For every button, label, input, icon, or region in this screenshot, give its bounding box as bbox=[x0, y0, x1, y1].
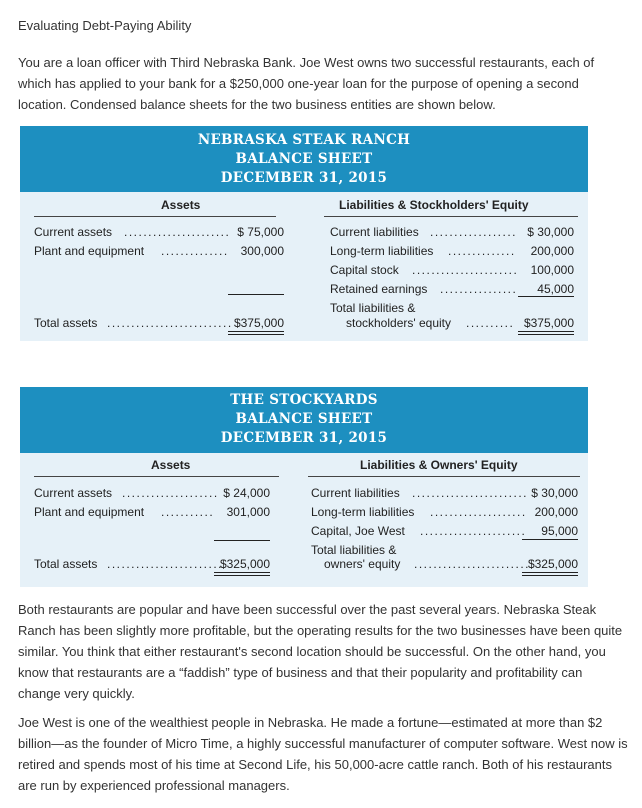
asset-value-plant: 300,000 bbox=[240, 244, 284, 258]
equity-label-capital: Capital, Joe West bbox=[311, 524, 405, 538]
liab-value-current: $ 30,000 bbox=[527, 225, 574, 239]
total-assets-value: $375,000 bbox=[233, 316, 284, 330]
intro-paragraph: You are a loan officer with Third Nebraska Bank. Joe West owns two successful restaurants, each of which has applied to your bank for a $250,000 one-year loan for the purpose of opening a second location. Condensed balance sheets for the two business entities are shown below. bbox=[18, 55, 595, 112]
sheet-title-type: BALANCE SHEET bbox=[235, 411, 373, 427]
liabilities-header-rule bbox=[308, 476, 580, 477]
liab-value-longterm: 200,000 bbox=[530, 244, 574, 258]
liabilities-header-rule bbox=[324, 216, 578, 217]
total-assets-value: $325,000 bbox=[219, 557, 270, 571]
asset-label-plant: Plant and equipment bbox=[34, 244, 145, 258]
sheet-title-type: BALANCE SHEET bbox=[235, 151, 373, 167]
asset-label-current: Current assets bbox=[34, 225, 113, 239]
total-liab-double-rule bbox=[522, 572, 578, 576]
total-liab-label-line1: Total liabilities & bbox=[330, 301, 416, 315]
equity-value-capital-stock: 100,000 bbox=[530, 263, 574, 277]
sheet-title-company: NEBRASKA STEAK RANCH bbox=[197, 132, 411, 148]
equity-label-retained-earnings: Retained earnings bbox=[330, 282, 428, 296]
total-assets-double-rule bbox=[214, 572, 270, 576]
asset-underline bbox=[228, 294, 284, 295]
asset-label-current: Current assets bbox=[34, 486, 113, 500]
paragraph-popularity: Both restaurants are popular and have been successful over the past several years. Nebraska Steak Ranch has been slightly more profitable, but the operating results for the two businesses have been quite similar. You think that either restaurant's second location should be successful. On the other hand, you know that restaurants are a “faddish” type of business and that their popularity and profitability can change very quickly. bbox=[18, 602, 623, 701]
asset-value-current: $ 24,000 bbox=[223, 486, 270, 500]
asset-value-plant: 301,000 bbox=[226, 505, 270, 519]
liab-value-longterm: 200,000 bbox=[534, 505, 578, 519]
leader-dots: .................... bbox=[122, 486, 219, 500]
leader-dots: ...................... bbox=[124, 225, 231, 239]
sheet-title-band bbox=[20, 387, 588, 453]
assets-header-rule bbox=[34, 216, 276, 217]
leader-dots: ........................ bbox=[107, 557, 224, 571]
total-liab-label-line1: Total liabilities & bbox=[311, 543, 397, 557]
sheet-title-company: THE STOCKYARDS bbox=[230, 392, 378, 408]
leader-dots: .......................... bbox=[107, 316, 233, 330]
liab-value-current: $ 30,000 bbox=[531, 486, 578, 500]
liab-label-current: Current liabilities bbox=[330, 225, 419, 239]
leader-dots: .............. bbox=[161, 244, 229, 258]
assets-header: Assets bbox=[161, 198, 201, 212]
equity-label-capital-stock: Capital stock bbox=[330, 263, 399, 277]
leader-dots: .............. bbox=[448, 244, 516, 258]
leader-dots: .................. bbox=[430, 225, 518, 239]
liab-label-current: Current liabilities bbox=[311, 486, 400, 500]
total-liab-value: $325,000 bbox=[527, 557, 578, 571]
equity-value-capital: 95,000 bbox=[541, 524, 578, 538]
leader-dots: .................... bbox=[430, 505, 527, 519]
leader-dots: ...................... bbox=[412, 263, 519, 277]
leader-dots: ................ bbox=[440, 282, 518, 296]
paragraph-joe-west: Joe West is one of the wealthiest people in Nebraska. He made a fortune—estimated at more than $2 billion—as the founder of Micro Time, a highly successful manufacturer of computer software. West now is retired and spends most of his time at Second Life, his 50,000-acre cattle ranch. Both of his restaurants are run by experienced professional managers. bbox=[18, 715, 628, 793]
total-assets-double-rule bbox=[228, 331, 284, 335]
balance-sheet-the-stockyards bbox=[20, 387, 588, 587]
liab-underline bbox=[522, 539, 578, 540]
liab-label-longterm: Long-term liabilities bbox=[330, 244, 434, 258]
sheet-title-date: DECEMBER 31, 2015 bbox=[220, 430, 388, 446]
assets-header: Assets bbox=[151, 458, 191, 472]
asset-underline bbox=[214, 540, 270, 541]
asset-value-current: $ 75,000 bbox=[237, 225, 284, 239]
total-assets-label: Total assets bbox=[34, 316, 98, 330]
page-heading: Evaluating Debt-Paying Ability bbox=[18, 18, 192, 33]
liab-underline bbox=[518, 296, 574, 297]
total-liab-label-line2: stockholders' equity bbox=[346, 316, 452, 330]
leader-dots: ........................ bbox=[414, 557, 531, 571]
balance-sheet-nebraska-steak-ranch bbox=[20, 126, 588, 341]
leader-dots: ...................... bbox=[420, 524, 527, 538]
asset-label-plant: Plant and equipment bbox=[34, 505, 145, 519]
leader-dots: .......... bbox=[466, 316, 515, 330]
total-liab-value: $375,000 bbox=[523, 316, 574, 330]
equity-value-retained-earnings: 45,000 bbox=[537, 282, 574, 296]
liab-label-longterm: Long-term liabilities bbox=[311, 505, 415, 519]
leader-dots: ........................ bbox=[412, 486, 529, 500]
sheet-title-band bbox=[20, 126, 588, 192]
liabilities-header: Liabilities & Stockholders' Equity bbox=[339, 198, 529, 212]
leader-dots: ........... bbox=[161, 505, 215, 519]
sheet-title-date: DECEMBER 31, 2015 bbox=[220, 170, 388, 186]
total-liab-double-rule bbox=[518, 331, 574, 335]
total-assets-label: Total assets bbox=[34, 557, 98, 571]
assets-header-rule bbox=[34, 476, 279, 477]
total-liab-label-line2: owners' equity bbox=[324, 557, 401, 571]
liabilities-header: Liabilities & Owners' Equity bbox=[360, 458, 518, 472]
